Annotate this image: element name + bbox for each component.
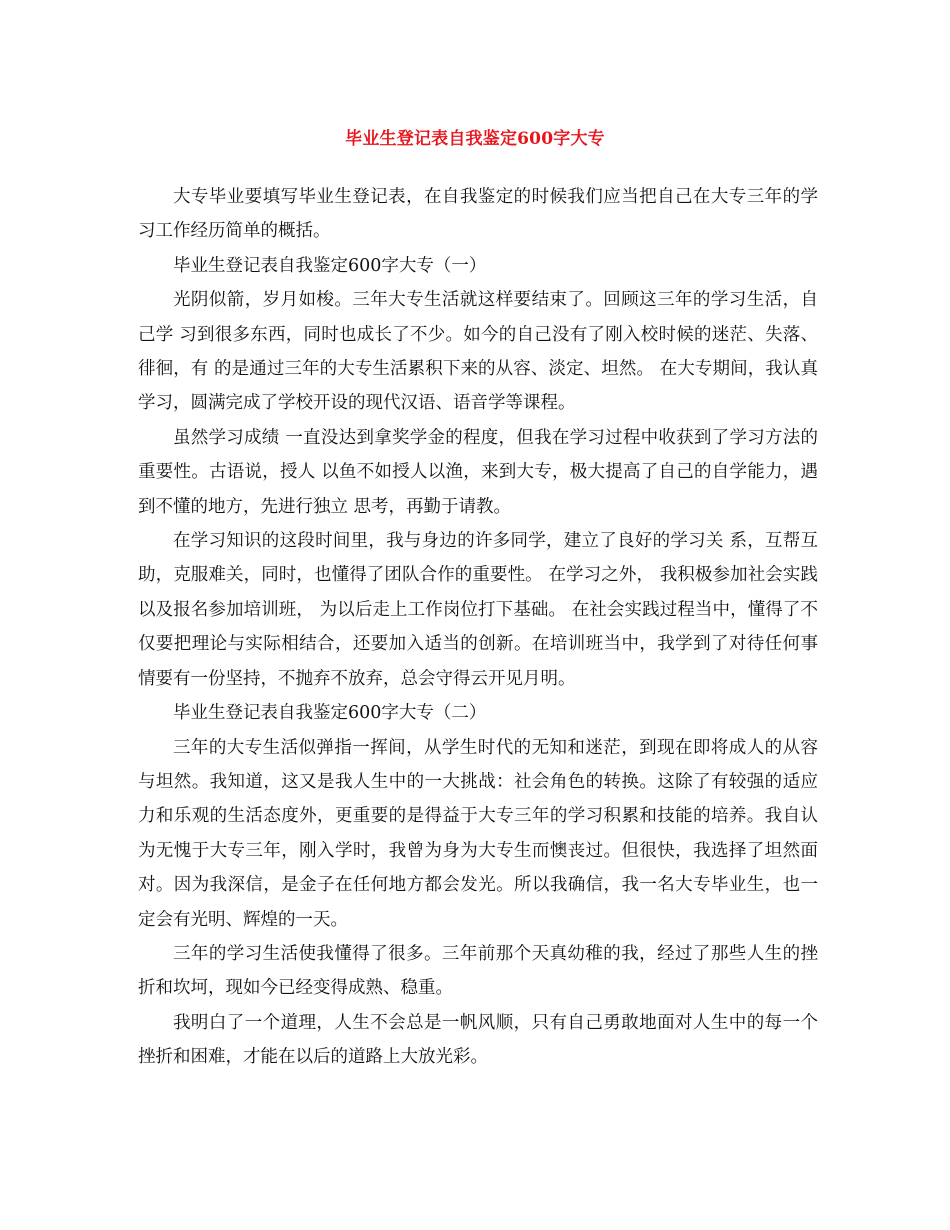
paragraph: 在学习知识的这段时间里，我与身边的许多同学，建立了良好的学习关 系，互帮互助，克服难关，同时，也懂得了团队合作的重要性。 在学习之外， 我积极参加社会实践以及报名参加培训班， 为以后走上工作岗位打下基础。 在社会实践过程当中，懂得了不仅要把理论与实际相结合，还要加入适当的创新。在培训班当中，我学到了对待任何事情要有一份坚持，不抛弃不放弃，总会守得云开见月明。 bbox=[138, 531, 818, 689]
document-body bbox=[138, 180, 818, 1075]
intro-paragraph: 大专毕业要填写毕业生登记表，在自我鉴定的时候我们应当把自己在大专三年的学习工作经历简单的概括。 bbox=[138, 187, 818, 242]
document-title: 毕业生登记表自我鉴定600字大专 bbox=[345, 129, 605, 149]
paragraph: 光阴似箭，岁月如梭。三年大专生活就这样要结束了。回顾这三年的学习生活，自己学 习到很多东西，同时也成长了不少。如今的自己没有了刚入校时候的迷茫、失落、徘徊，有 的是通过三年的大专生活累积下来的从容、淡定、坦然。 在大专期间，我认真学习，圆满完成了学校开设的现代汉语、语音学等课程。 bbox=[138, 290, 818, 414]
paragraph: 三年的大专生活似弹指一挥间，从学生时代的无知和迷茫，到现在即将成人的从容与坦然。我知道，这又是我人生中的一大挑战：社会角色的转换。这除了有较强的适应力和乐观的生活态度外，更重要的是得益于大专三年的学习积累和技能的培养。我自认为无愧于大专三年，刚入学时，我曾为身为大专生而懊丧过。但很快，我选择了坦然面对。因为我深信，是金子在任何地方都会发光。所以我确信，我一名大专毕业生，也一定会有光明、辉煌的一天。 bbox=[138, 737, 818, 930]
section-heading-2: 毕业生登记表自我鉴定600字大专（二） bbox=[173, 703, 487, 724]
paragraph: 我明白了一个道理，人生不会总是一帆风顺，只有自己勇敢地面对人生中的每一个挫折和困难，才能在以后的道路上大放光彩。 bbox=[138, 1012, 818, 1068]
paragraph: 三年的学习生活使我懂得了很多。三年前那个天真幼稚的我，经过了那些人生的挫折和坎坷，现如今已经变得成熟、稳重。 bbox=[138, 943, 818, 999]
paragraph: 虽然学习成绩 一直没达到拿奖学金的程度，但我在学习过程中收获到了学习方法的重要性。古语说，授人 以鱼不如授人以渔，来到大专，极大提高了自己的自学能力，遇到不懂的地方，先进行独立 思考，再勤于请教。 bbox=[138, 427, 818, 517]
section-heading-1: 毕业生登记表自我鉴定600字大专（一） bbox=[173, 255, 487, 276]
